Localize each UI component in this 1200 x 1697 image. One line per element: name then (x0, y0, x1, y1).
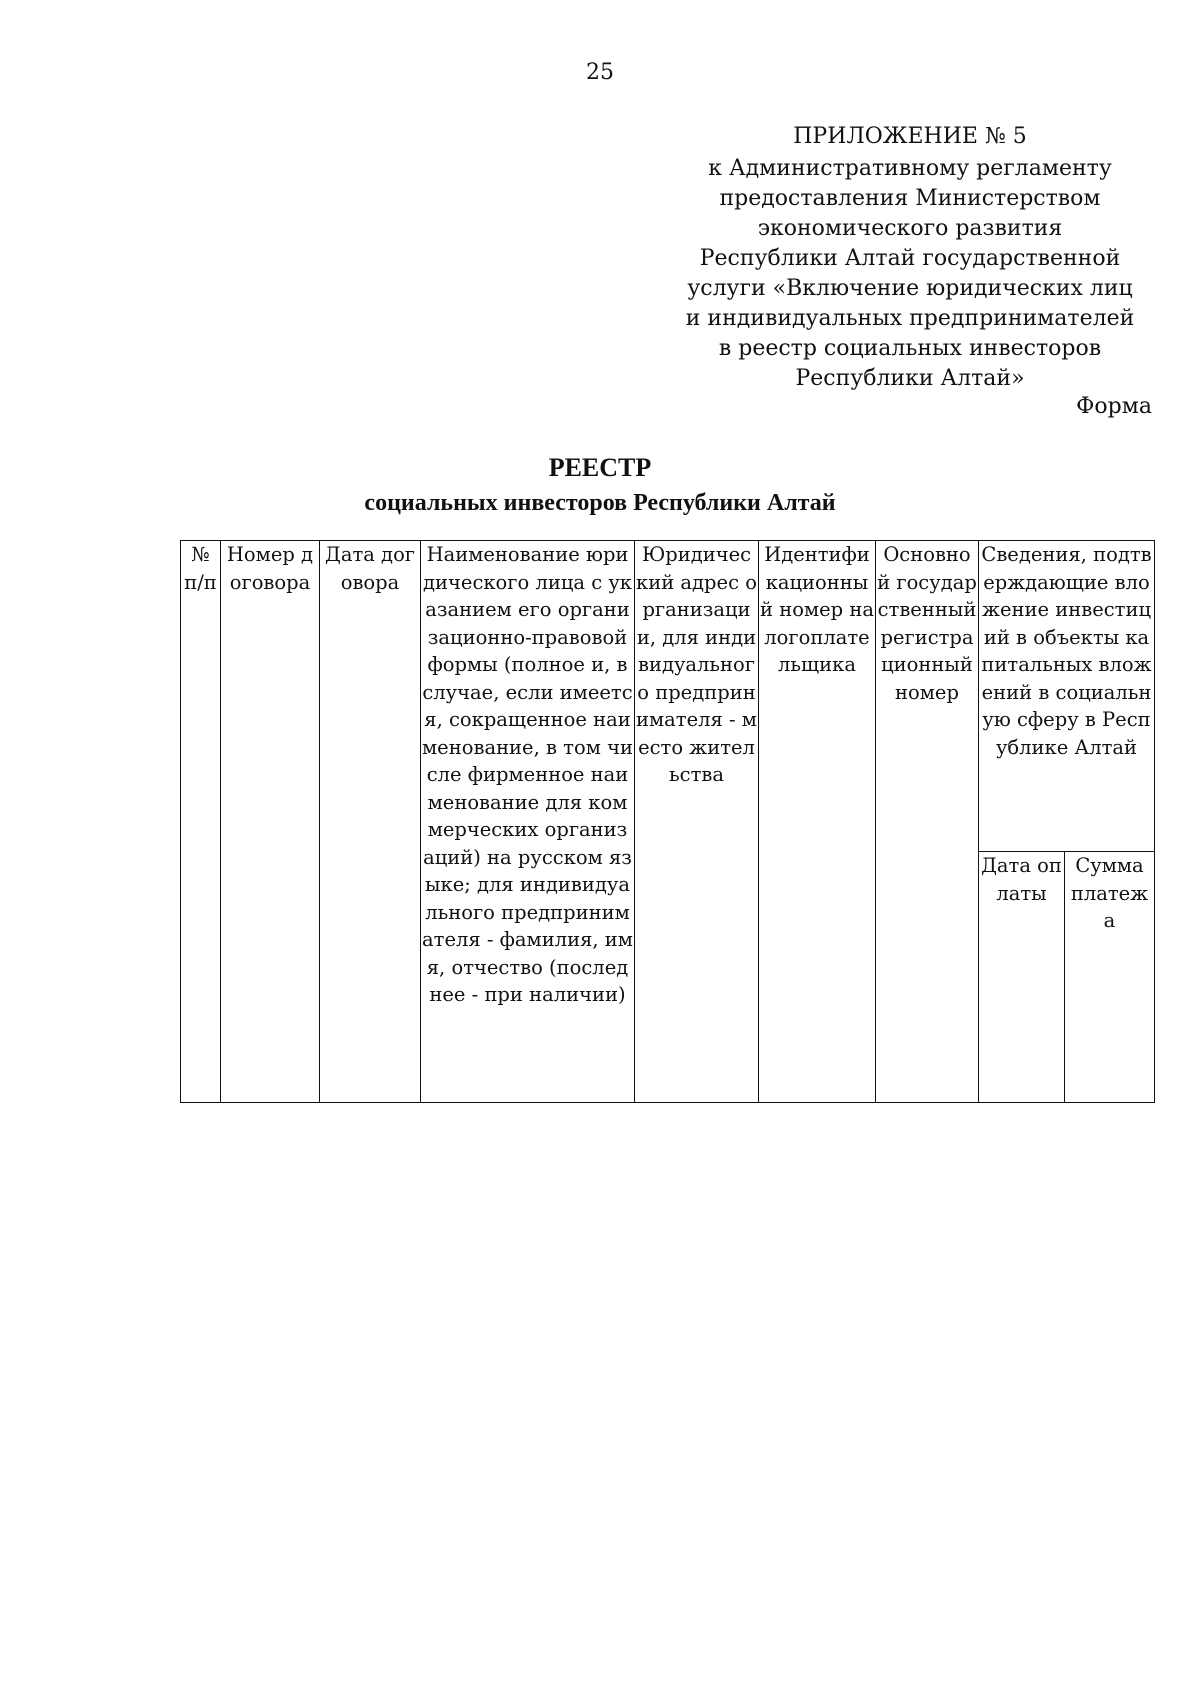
appendix-line: Республики Алтай государственной (699, 246, 1121, 271)
appendix-line: Республики Алтай» (795, 366, 1025, 391)
appendix-line: и индивидуальных предпринимателей (685, 306, 1135, 331)
appendix-line: к Административному регламенту (708, 156, 1112, 181)
appendix-line: предоставления Министерством (719, 186, 1101, 211)
column-header-contract-date: Дата договора (320, 541, 421, 1103)
column-header-ogrn: Основной государственный регистрационный номер (876, 541, 979, 1103)
column-header-payment-date: Дата оплаты (979, 852, 1065, 1103)
column-header-investment-info: Сведения, подтверждающие вложение инвестиций в объекты капитальных вложений в социальную сферу в Республике Алтай (979, 541, 1155, 852)
registry-table (180, 540, 1155, 1103)
registry-title: РЕЕСТР (548, 453, 652, 482)
column-header-address: Юридический адрес организации, для индивидуального предпринимателя - место жительства (635, 541, 759, 1103)
column-header-contract-number: Номер договора (221, 541, 320, 1103)
appendix-line: в реестр социальных инвесторов (718, 336, 1102, 361)
column-header-name: Наименование юридического лица с указанием его организационно-правовой формы (полное и, в случае, если имеется, сокращенное наименование, в том числе фирменное наименование для коммерческих организаций) на русском языке; для индивидуального предпринимателя - фамилия, имя, отчество (последнее - при наличии) (421, 541, 635, 1103)
column-header-inn: Идентификационный номер налогоплательщика (759, 541, 876, 1103)
appendix-line: услуги «Включение юридических лиц (687, 276, 1133, 301)
registry-subtitle: социальных инвесторов Республики Алтай (364, 490, 836, 516)
form-label: Форма (1076, 394, 1152, 419)
table-header-row (181, 541, 1155, 852)
page-number: 25 (586, 60, 614, 85)
appendix-line: экономического развития (757, 216, 1063, 241)
appendix-block (640, 122, 1180, 394)
column-header-num: № п/п (181, 541, 221, 1103)
appendix-title: ПРИЛОЖЕНИЕ № 5 (793, 124, 1027, 149)
column-header-payment-amount: Сумма платежа (1065, 852, 1155, 1103)
